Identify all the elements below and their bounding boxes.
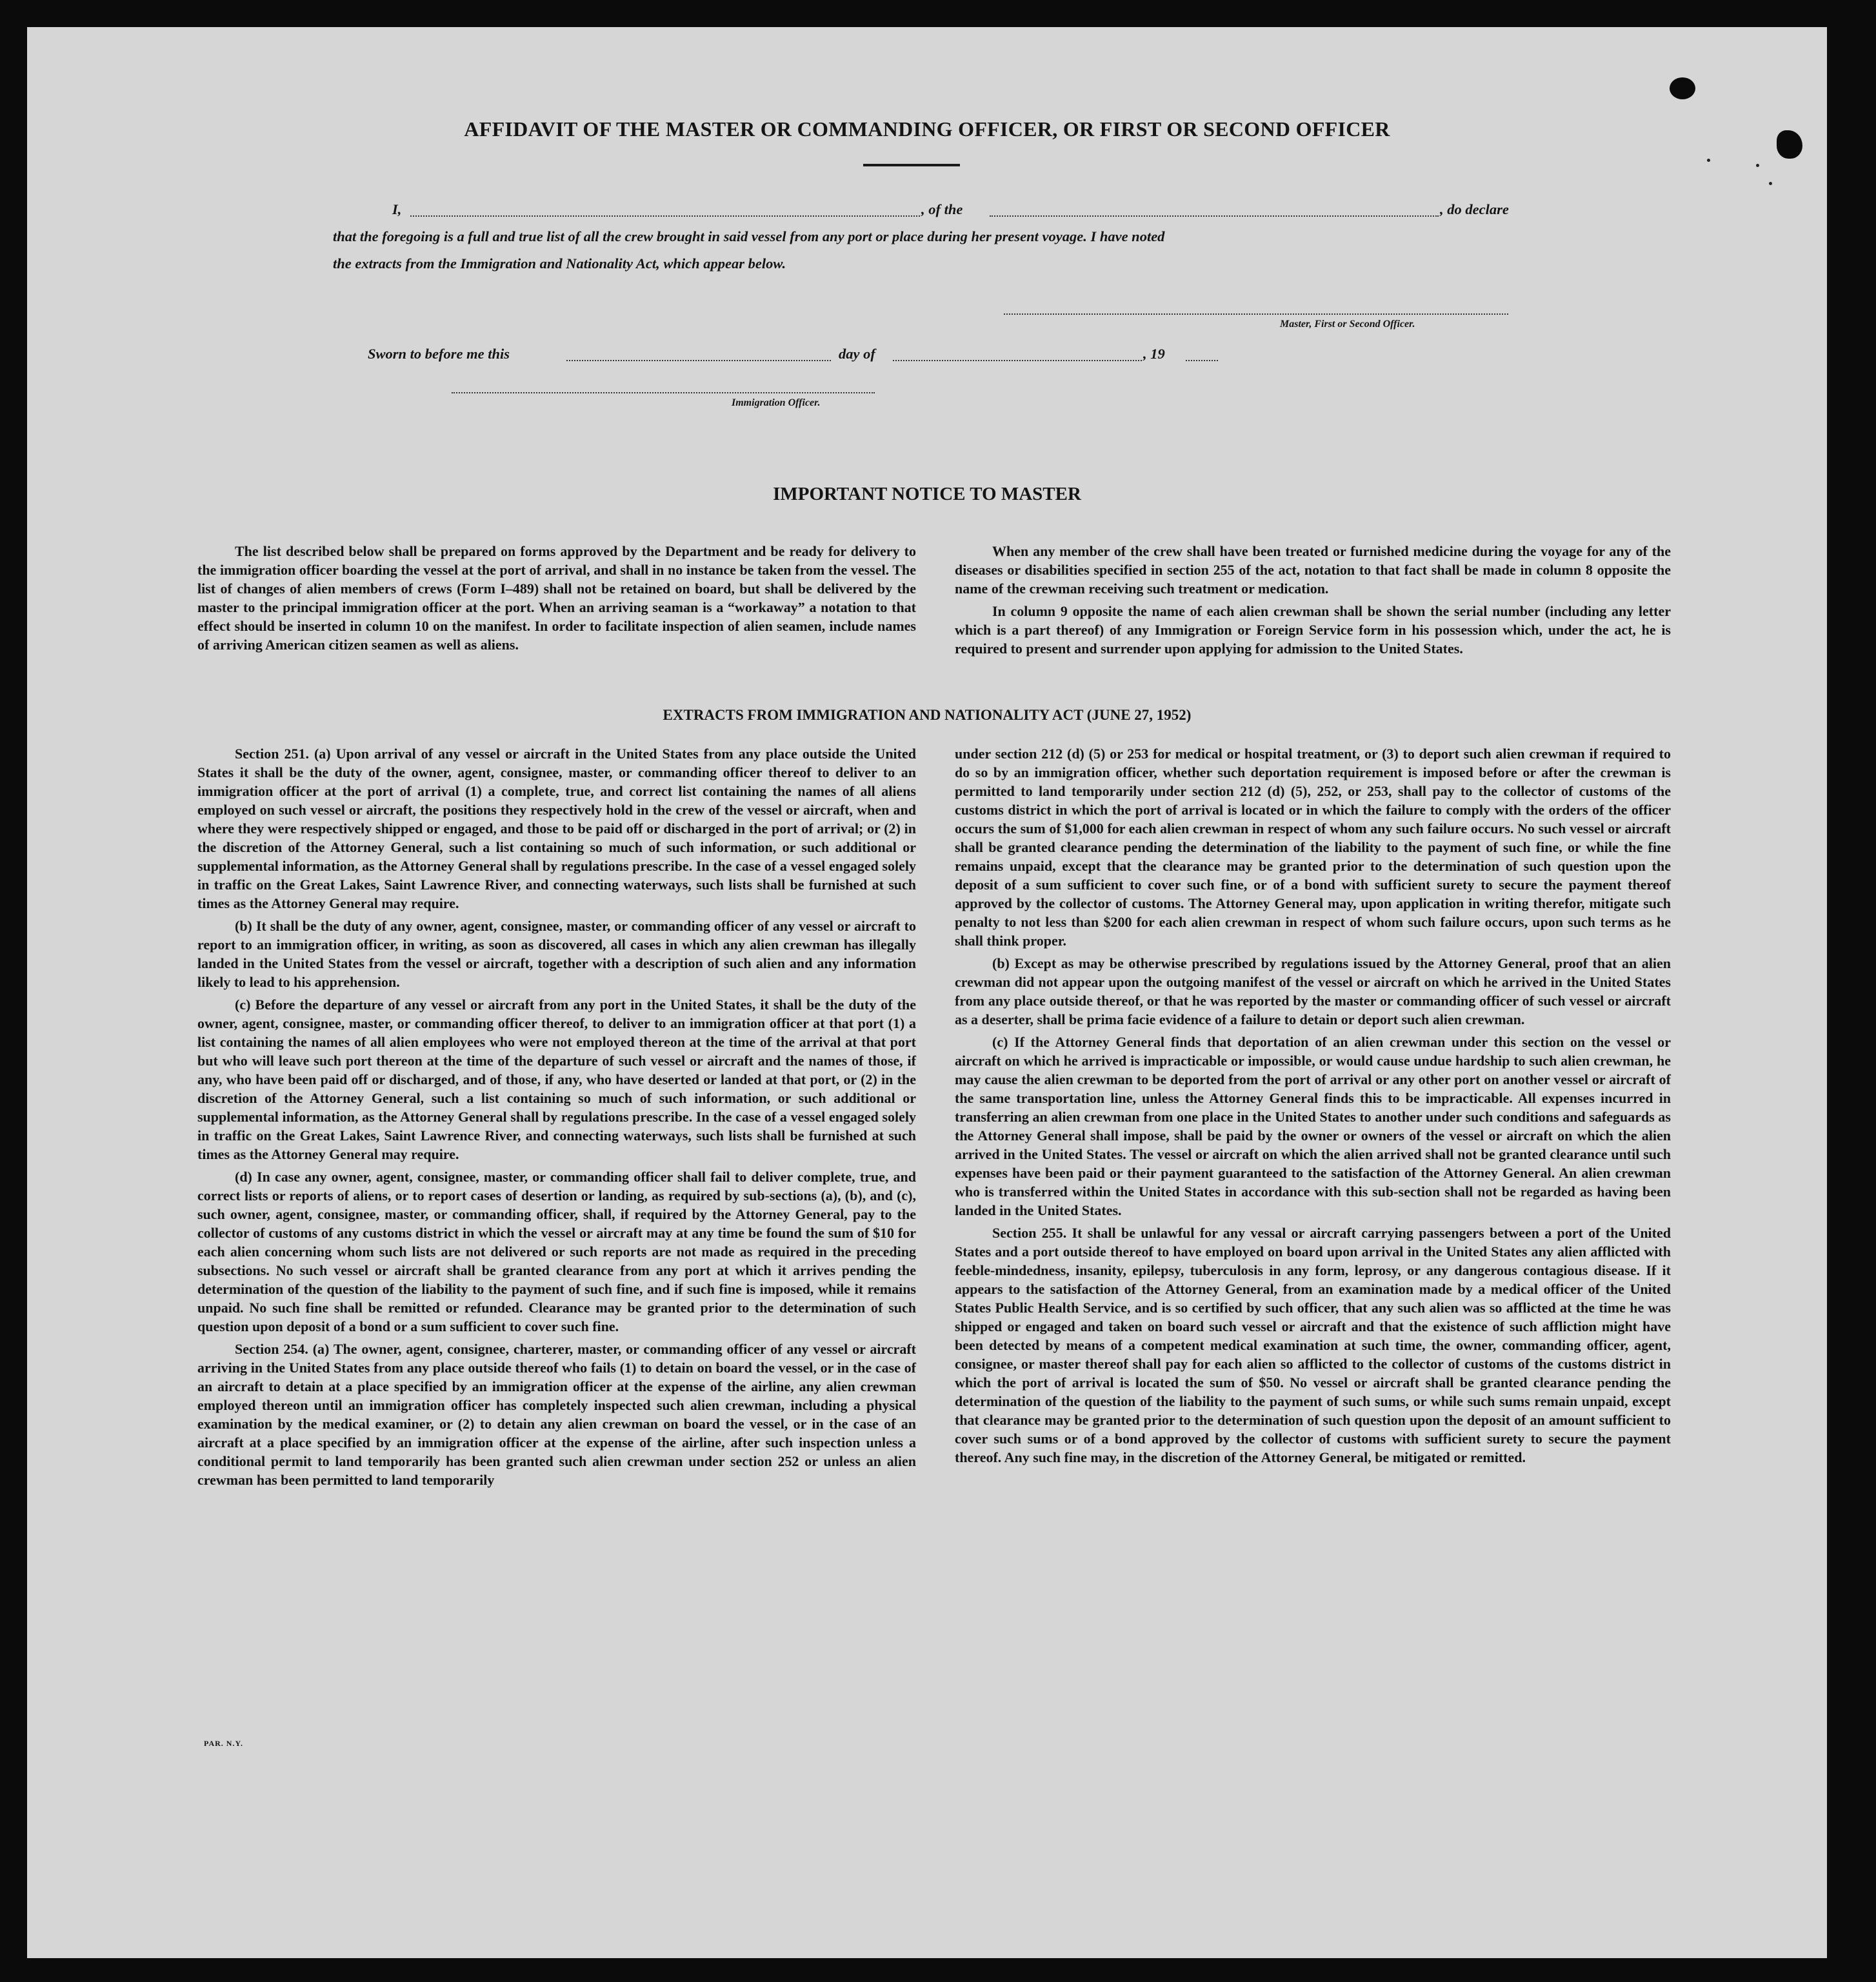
extracts-right-column: [955, 744, 1671, 1471]
vessel-blank[interactable]: [990, 215, 1439, 217]
declaration-block: [333, 196, 1534, 277]
declaration-do-declare-label: , do declare: [1440, 201, 1509, 217]
master-signature-line[interactable]: [1004, 313, 1508, 315]
year-label: , 19: [1143, 346, 1165, 362]
officer-signature-line[interactable]: [452, 392, 875, 393]
form-title: AFFIDAVIT OF THE MASTER OR COMMANDING OFFICER, OR FIRST OR SECOND OFFICER: [464, 117, 1390, 141]
paragraph: When any member of the crew shall have been treated or furnished medicine during the voyage for any of the diseases or disabilities specified in section 255 of the act, notation to that fact shall be made in column 8 opposite the name of the crewman receiving such treatment or medication.: [955, 543, 1671, 597]
document-page: [27, 27, 1827, 1958]
declaration-line-1: [333, 196, 1534, 223]
paragraph: Section 255. It shall be unlawful for any vessal or aircraft carrying passengers between a port of the United States and a port outside thereof to have employed on board upon arrival in the United States any alien afflicted with feeble-mindedness, insanity, epilepsy, tuberculosis in any form, leprosy, or any dangerous contagious disease. If it appears to the satisfaction of the Attorney General, from an examination made by a medical officer of the United States Public Health Service, and is so certified by such officer, that any such alien was so afflicted at the time he was shipped or engaged and taken on board such vessel or aircraft and that the existence of such affliction might have been detected by means of a competent medical examination at such time, the owner, commanding officer, agent, consignee, or master thereof shall pay for each alien so afflicted to the collector of customs of the customs district in which the port of arrival is located the sum of $50. No vessel or aircraft shall be granted clearance pending the determination of the question of the liability to the payment of such sums, or while such sums remain unpaid, except that clearance may be granted prior to the determination of such question upon the deposit of an amount sufficient to cover such sums or of a bond approved by the collector of customs with sufficient surety to secure the payment thereof. Any such fine may, in the discretion of the Attorney General, be mitigated or remitted.: [955, 1225, 1671, 1465]
ink-speck: [1756, 164, 1759, 167]
paragraph: (d) In case any owner, agent, consignee, master, or commanding officer shall fail to deliver complete, true, and correct lists or reports of aliens, or to report cases of desertion or landing, as required by sub-sections (a), (b), and (c), such owner, agent, consignee, master, or commanding officer, shall, if required by the Attorney General, pay to the collector of customs of any customs district in which the vessel or aircraft may at any time be found the sum of $10 for each alien concerning whom such lists are not delivered or such reports are not made as required in the preceding subsections. No such vessel or aircraft shall be granted clearance from any port at which it arrives pending the determination of the question of the liability to the payment of such fine, and if such fine is imposed, while it remains unpaid. No such fine shall be remitted or refunded. Clearance may be granted prior to the determination of such question upon deposit of a bond or a sum sufficient to cover such fine.: [197, 1169, 916, 1334]
sworn-day-blank[interactable]: [566, 360, 831, 361]
notice-left-column: [197, 542, 916, 658]
notice-right-column: [955, 542, 1671, 662]
sworn-label: Sworn to before me this: [368, 346, 510, 362]
extracts-heading: EXTRACTS FROM IMMIGRATION AND NATIONALITY ACT (JUNE 27, 1952): [663, 707, 1192, 723]
paragraph: (c) If the Attorney General finds that deportation of an alien crewman under this section on the vessel or aircraft on which he arrived is impracticable or impossible, or would cause undue hardship to such alien crewman, he may cause the alien crewman to be deported from the port of arrival or any other port on another vessel or aircraft of the same transportation line, unless the Attorney General finds this to be impracticable. All expenses incurred in transferring an alien crewman from one place in the United States to another under such conditions and safeguards as the Attorney General shall impose, shall be paid by the owner or owners of the vessel or aircraft on which the alien arrived in the United States. The vessel or aircraft on which the alien arrived shall not be granted clearance until such expenses have been paid or their payment guaranteed to the satisfaction of the Attorney General. An alien crewman who is transferred within the United States in accordance with this sub-section shall not be regarded as having been landed in the United States.: [955, 1034, 1671, 1218]
paragraph: Section 251. (a) Upon arrival of any vessel or aircraft in the United States from any place outside the United States it shall be the duty of the owner, agent, consignee, master, or commanding officer thereof to deliver to an immigration officer at the port of arrival (1) a complete, true, and correct list containing the names of all aliens employed on such vessel or aircraft, the positions they respectively hold in the crew of the vessel or aircraft, when and where they were respectively shipped or engaged, and those to be paid off or discharged in the port of arrival; or (2) in the discretion of the Attorney General, such a list containing so much of such information, or such additional or supplemental information, as the Attorney General shall by regulations prescribe. In the case of a vessel engaged solely in traffic on the Great Lakes, Saint Lawrence River, and connecting waterways, such lists shall be furnished at such times as the Attorney General may require.: [197, 746, 916, 911]
ink-speck: [1707, 159, 1710, 162]
sworn-year-blank[interactable]: [1186, 360, 1218, 361]
notice-heading: IMPORTANT NOTICE TO MASTER: [773, 484, 1081, 504]
paragraph: In column 9 opposite the name of each alien crewman shall be shown the serial number (including any letter which is a part thereof) of any Immigration or Foreign Service form in his possession which, under the act, he is required to present and surrender upon applying for admission to the United States.: [955, 603, 1671, 657]
paragraph: under section 212 (d) (5) or 253 for medical or hospital treatment, or (3) to deport such alien crewman if required to do so by an immigration officer, whether such deportation requirement is imposed before or after the crewman is permitted to land temporarily under section 212 (d) (5), 252, or 253, shall pay to the collector of customs of the customs district in which the port of arrival is located or in which the failure to comply with the orders of the officer occurs the sum of $1,000 for each alien crewman in respect of whom any such failure occurs. No such vessel or aircraft shall be granted clearance pending the determination of the liability to the payment of such fine, or while the fine remains unpaid, except that the clearance may be granted prior to the determination of such question upon the deposit of a sum sufficient to cover such fine, or of a bond with sufficient surety to secure the payment thereof approved by the collector of customs. The Attorney General may, upon application in writing therefor, mitigate such penalty to not less than $200 for each alien crewman in respect of whom such failure occurs, upon such terms as he shall think proper.: [955, 746, 1671, 949]
declaration-of-the-label: , of the: [921, 201, 963, 217]
officer-signature-caption: Immigration Officer.: [732, 397, 821, 408]
paragraph: The list described below shall be prepared on forms approved by the Department and be ready for delivery to the immigration officer boarding the vessel at the port of arrival, and shall in no instance be taken from the vessel. The list of changes of alien members of crews (Form I–489) shall not be retained on board, but shall be delivered by the master to the principal immigration officer at the port. When an arriving seaman is a “workaway” a notation to that effect should be inserted in column 10 on the manifest. In order to facilitate inspection of alien seamen, include names of arriving American citizen seamen as well as aliens.: [197, 543, 916, 653]
master-signature-caption: Master, First or Second Officer.: [1280, 319, 1415, 330]
name-blank[interactable]: [410, 215, 920, 217]
ink-speck: [1769, 182, 1772, 185]
day-of-label: day of: [839, 346, 875, 362]
extracts-left-column: [197, 744, 916, 1493]
paragraph: (b) It shall be the duty of any owner, agent, consignee, master, or commanding officer of any vessel or aircraft to report to an immigration officer, in writing, as soon as discovered, all cases in which any alien crewman has illegally landed in the United States from the vessel or aircraft, together with a description of such alien and any information likely to lead to his apprehension.: [197, 918, 916, 990]
declaration-i-label: I,: [392, 201, 402, 217]
declaration-line-2: that the foregoing is a full and true list of all the crew brought in said vessel from any port or place during her present voyage. I have noted: [333, 228, 1165, 244]
paragraph: (b) Except as may be otherwise prescribed by regulations issued by the Attorney General, proof that an alien crewman did not appear upon the outgoing manifest of the vessel or aircraft on which he arrived in the United States from any place outside thereof, or that he was reported by the master or commanding officer of such vessel or aircraft as a deserter, shall be prima facie evidence of a failure to detain or deport such alien crewman.: [955, 955, 1671, 1027]
paragraph: Section 254. (a) The owner, agent, consignee, charterer, master, or commanding officer of any vessel or aircraft arriving in the United States from any place outside thereof who fails (1) to detain on board the vessel, or in the case of an aircraft to detain at a place specified by an immigration officer at the expense of the airline, any alien crewman employed thereon until an immigration officer has completely inspected such alien crewman, including a physical examination by the medical examiner, or (2) to detain any alien crewman on board the vessel, or in the case of an aircraft at a place specified by an immigration officer at the expense of the airline, after such inspection unless a conditional permit to land temporarily has been granted such alien crewman under section 252 or unless an alien crewman has been permitted to land temporarily: [197, 1341, 916, 1488]
declaration-line-3: the extracts from the Immigration and Nationality Act, which appear below.: [333, 255, 786, 272]
paragraph: (c) Before the departure of any vessel or aircraft from any port in the United States, it shall be the duty of the owner, agent, consignee, master, or commanding officer thereof, to deliver to an immigration officer at that port (1) a list containing the names of all alien employees who were not employed thereon at the time of the arrival at that port but who will leave such port thereon at the time of the departure of such vessel or aircraft and the names of those, if any, who have been paid off or discharged, and of those, if any, who have deserted or landed at that port, or (2) in the discretion of the Attorney General, such a list containing so much of such information, or such additional or supplemental information, as the Attorney General shall by regulations prescribe. In the case of a vessel engaged solely in traffic on the Great Lakes, Saint Lawrence River, and connecting waterways, such lists shall be furnished at such times as the Attorney General may require.: [197, 996, 916, 1162]
sworn-month-blank[interactable]: [893, 360, 1142, 361]
sworn-line: [333, 341, 1534, 368]
ink-blot: [1670, 77, 1695, 99]
title-underline: [863, 164, 960, 166]
printer-mark: PAR. N.Y.: [204, 1739, 244, 1748]
sworn-row: [333, 341, 1534, 368]
